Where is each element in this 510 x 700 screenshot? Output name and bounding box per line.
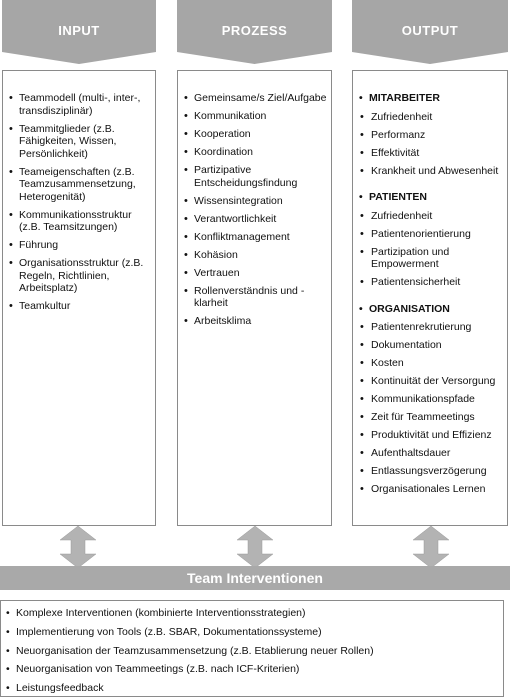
output-section-list <box>357 210 503 289</box>
interventions-box <box>0 600 504 697</box>
prozess-item: • Koordination <box>182 146 327 159</box>
output-item: • Patientensicherheit <box>357 276 503 289</box>
prozess-list <box>182 92 327 328</box>
team-interventionen-band <box>0 566 510 590</box>
output-section-title: • PATIENTEN <box>357 191 503 204</box>
intervention-item: • Leistungsfeedback <box>6 682 497 695</box>
output-section-list <box>357 111 503 178</box>
input-column <box>2 70 156 526</box>
output-section-title: • ORGANISATION <box>357 303 503 316</box>
output-section-organisation <box>357 303 503 496</box>
prozess-item: • Arbeitsklima <box>182 315 327 328</box>
input-item: • Führung <box>7 239 151 252</box>
output-item: • Aufenthaltsdauer <box>357 447 503 460</box>
output-item: • Kommunikationspfade <box>357 393 503 406</box>
output-column <box>352 70 508 526</box>
output-item: • Krankheit und Abwesenheit <box>357 165 503 178</box>
prozess-item: • Vertrauen <box>182 267 327 280</box>
prozess-item: • Wissensintegration <box>182 195 327 208</box>
output-item: • Kontinuität der Versorgung <box>357 375 503 388</box>
input-header-label: INPUT <box>58 22 100 38</box>
input-double-arrow-icon <box>56 526 100 568</box>
prozess-item: • Gemeinsame/s Ziel/Aufgabe <box>182 92 327 105</box>
prozess-header-label: PROZESS <box>221 22 288 38</box>
input-item: • Teammodell (multi-, inter-, transdisziplinär) <box>7 92 151 117</box>
prozess-item: • Kohäsion <box>182 249 327 262</box>
prozess-header <box>177 0 332 64</box>
input-item: • Teamkultur <box>7 300 151 313</box>
prozess-item: • Kooperation <box>182 128 327 141</box>
output-item: • Performanz <box>357 129 503 142</box>
prozess-item: • Partizipative Entscheidungsfindung <box>182 164 327 189</box>
input-list <box>7 92 151 313</box>
intervention-item: • Implementierung von Tools (z.B. SBAR, Dokumentationssysteme) <box>6 626 497 639</box>
output-double-arrow-icon <box>409 526 453 568</box>
output-header <box>352 0 508 64</box>
output-header-label: OUTPUT <box>401 22 459 38</box>
input-item: • Teammitglieder (z.B. Fähigkeiten, Wissen, Persönlichkeit) <box>7 123 151 161</box>
output-item: • Patientenorientierung <box>357 228 503 241</box>
intervention-item: • Neuorganisation der Teamzusammensetzung (z.B. Etablierung neuer Rollen) <box>6 645 497 658</box>
output-item: • Kosten <box>357 357 503 370</box>
input-item: • Organisationsstruktur (z.B. Regeln, Richtlinien, Arbeitsplatz) <box>7 257 151 295</box>
output-section-patienten <box>357 191 503 289</box>
band-title: Team Interventionen <box>187 570 323 586</box>
prozess-item: • Verantwortlichkeit <box>182 213 327 226</box>
interventions-list <box>6 607 497 695</box>
intervention-item: • Neuorganisation von Teammeetings (z.B. nach ICF-Kriterien) <box>6 663 497 676</box>
prozess-column <box>177 70 332 526</box>
output-item: • Produktivität und Effizienz <box>357 429 503 442</box>
output-item: • Organisationales Lernen <box>357 483 503 496</box>
input-item: • Teameigenschaften (z.B. Teamzusammensetzung, Heterogenität) <box>7 166 151 204</box>
output-section-list <box>357 321 503 496</box>
output-section-title: • MITARBEITER <box>357 92 503 105</box>
output-item: • Entlassungsverzögerung <box>357 465 503 478</box>
output-item: • Patientenrekrutierung <box>357 321 503 334</box>
output-item: • Zufriedenheit <box>357 210 503 223</box>
prozess-double-arrow-icon <box>233 526 277 568</box>
output-section-mitarbeiter <box>357 92 503 177</box>
prozess-item: • Kommunikation <box>182 110 327 123</box>
output-item: • Zeit für Teammeetings <box>357 411 503 424</box>
output-item: • Partizipation und Empowerment <box>357 246 503 271</box>
input-item: • Kommunikationsstruktur (z.B. Teamsitzungen) <box>7 209 151 234</box>
output-item: • Dokumentation <box>357 339 503 352</box>
intervention-item: • Komplexe Interventionen (kombinierte Interventionsstrategien) <box>6 607 497 620</box>
prozess-item: • Konfliktmanagement <box>182 231 327 244</box>
output-item: • Zufriedenheit <box>357 111 503 124</box>
prozess-item: • Rollenverständnis und -klarheit <box>182 285 327 310</box>
output-item: • Effektivität <box>357 147 503 160</box>
input-header <box>2 0 156 64</box>
